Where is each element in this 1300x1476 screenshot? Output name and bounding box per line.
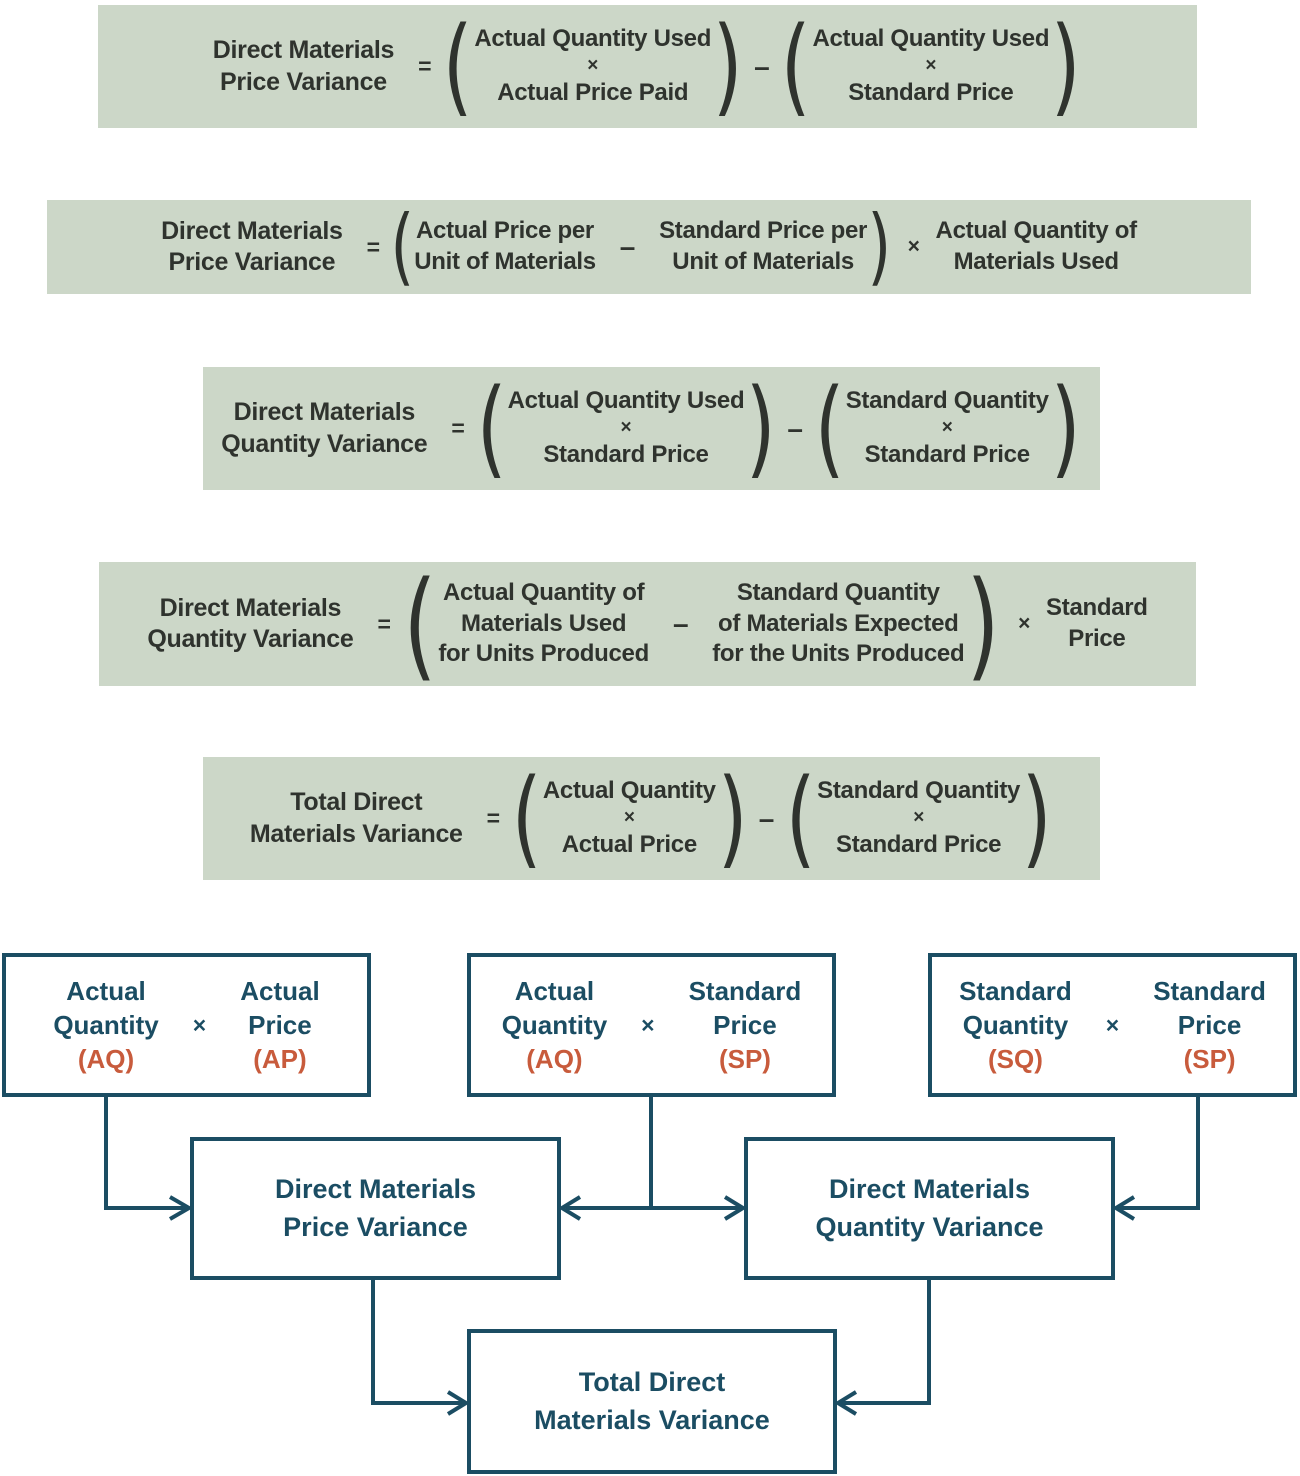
minus-sign: –	[754, 50, 770, 82]
formula-label: Direct Materials Price Variance	[161, 216, 343, 276]
equals-sign: =	[377, 610, 391, 637]
left-paren: (	[785, 756, 816, 880]
box-direct-materials-price-variance: Direct Materials Price Variance	[190, 1137, 561, 1280]
right-paren: )	[712, 4, 743, 128]
right-paren: )	[1050, 366, 1080, 490]
connector-aqap-to-price-variance	[106, 1097, 186, 1208]
formula-term-group: Standard Price per Unit of Materials	[659, 217, 868, 275]
formula-term-group: Actual Price per Unit of Materials	[414, 217, 596, 275]
formula-term-group: Standard Quantity × Standard Price	[817, 777, 1021, 858]
arrowhead-right	[448, 1392, 466, 1414]
abbr-sp: (SP)	[1183, 1044, 1236, 1075]
connector-quantity-variance-to-total	[842, 1280, 929, 1403]
input-box-sq-sp	[928, 953, 1297, 1097]
formula-label: Total Direct Materials Variance	[249, 788, 463, 848]
times-sign: ×	[907, 235, 920, 258]
abbr-ap: (AP)	[253, 1044, 307, 1075]
factor-standard-price: Standard Price (SP)	[1153, 974, 1266, 1077]
right-paren: )	[1021, 756, 1052, 880]
formula-term-group: Standard Quantity × Standard Price	[845, 387, 1049, 468]
right-paren: )	[717, 756, 748, 880]
formula-term-group: Actual Quantity × Actual Price	[542, 777, 716, 858]
left-paren: (	[402, 554, 436, 693]
left-paren: (	[390, 197, 414, 296]
input-box-aq-sp	[467, 953, 836, 1097]
formula-term-group: Actual Quantity Used × Standard Price	[812, 25, 1050, 106]
equals-sign: =	[486, 805, 500, 831]
formula-quantity-variance-expanded	[203, 367, 1100, 490]
arrowhead-right	[170, 1197, 189, 1219]
times-sign: ×	[1018, 612, 1031, 635]
formula-term-group: Standard Price	[1046, 594, 1148, 652]
factor-standard-quantity: Standard Quantity (SQ)	[959, 974, 1072, 1077]
connector-price-variance-to-total	[373, 1280, 462, 1403]
factor-actual-quantity: Actual Quantity (AQ)	[502, 974, 607, 1077]
formula-term-group: Actual Quantity of Materials Used	[935, 217, 1137, 275]
times-sign: ×	[1105, 1011, 1120, 1038]
abbr-sp: (SP)	[718, 1044, 771, 1075]
factor-standard-price: Standard Price (SP)	[689, 974, 802, 1077]
minus-sign: –	[619, 231, 636, 262]
formula-price-variance-unit-form	[47, 197, 1251, 296]
formula-term-group: Standard Quantity of Materials Expected for the Units Produced	[712, 578, 965, 668]
times-sign: ×	[641, 1011, 655, 1038]
formula-total-variance	[203, 757, 1100, 880]
left-paren: (	[443, 4, 473, 128]
minus-sign: –	[758, 802, 775, 834]
equals-sign: =	[366, 233, 380, 260]
abbr-sq: (SQ)	[987, 1044, 1043, 1075]
arrowhead-left	[838, 1392, 856, 1414]
factor-actual-price: Actual Price (AP)	[240, 974, 319, 1077]
box-total-direct-materials-variance: Total Direct Materials Variance	[467, 1329, 837, 1474]
left-paren: (	[476, 366, 506, 490]
factor-actual-quantity: Actual Quantity (AQ)	[53, 974, 158, 1077]
arrowhead-right	[725, 1197, 743, 1219]
formula-term-group: Actual Quantity of Materials Used for Units Produced	[438, 578, 649, 668]
left-paren: (	[781, 4, 811, 128]
minus-sign: –	[787, 412, 803, 444]
arrowhead-left	[562, 1197, 580, 1219]
connector-aqsp-split	[566, 1097, 740, 1208]
formula-quantity-variance-unit-form	[99, 554, 1196, 693]
box-direct-materials-quantity-variance: Direct Materials Quantity Variance	[744, 1137, 1115, 1280]
formula-price-variance-expanded	[98, 5, 1197, 128]
left-paren: (	[814, 366, 844, 490]
formula-label: Direct Materials Quantity Variance	[221, 398, 428, 458]
minus-sign: –	[672, 608, 689, 639]
arrowhead-left	[1116, 1197, 1134, 1219]
abbr-aq: (AQ)	[526, 1044, 583, 1075]
formula-label: Direct Materials Price Variance	[212, 36, 395, 96]
equals-sign: =	[418, 53, 432, 79]
formula-label: Direct Materials Quantity Variance	[147, 593, 354, 653]
right-paren: )	[867, 197, 892, 296]
equals-sign: =	[451, 415, 465, 441]
left-paren: (	[511, 756, 542, 880]
right-paren: )	[1050, 4, 1081, 128]
right-paren: )	[746, 366, 776, 490]
right-paren: )	[966, 554, 1000, 693]
formula-term-group: Actual Quantity Used × Actual Price Paid	[474, 25, 712, 106]
abbr-aq: (AQ)	[77, 1044, 135, 1075]
times-sign: ×	[192, 1011, 207, 1038]
formula-term-group: Actual Quantity Used × Standard Price	[507, 387, 745, 468]
connector-sqsp-to-quantity-variance	[1120, 1097, 1198, 1208]
input-box-aq-ap	[2, 953, 371, 1097]
